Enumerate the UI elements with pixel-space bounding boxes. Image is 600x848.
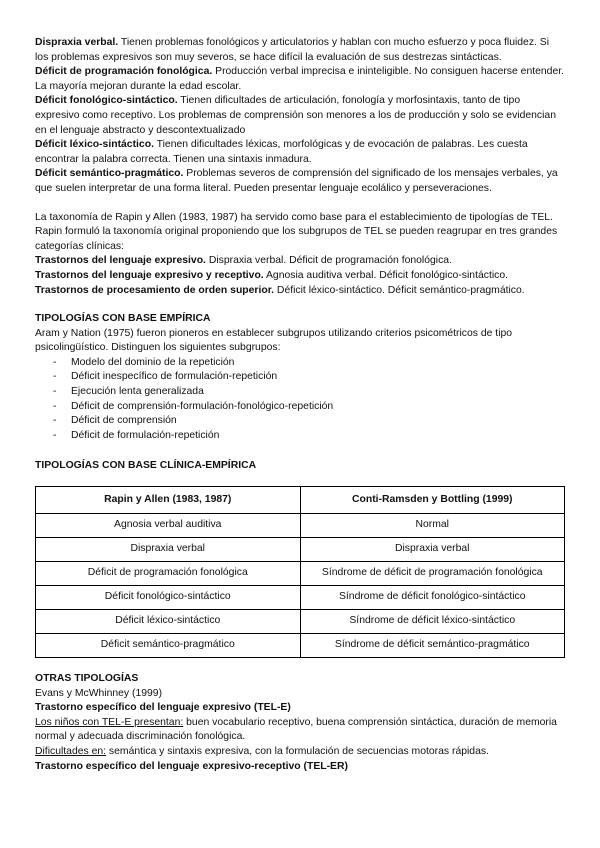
definition-text: Producción verbal imprecisa e ininteligible. No consiguen hacerse entender. La mayoría mejoran durante la edad escolar.	[35, 66, 565, 92]
table-cell: Déficit semántico-pragmático	[36, 634, 301, 658]
category-text: Déficit léxico-sintáctico. Déficit semántico-pragmático.	[274, 284, 525, 296]
categories-block	[35, 254, 565, 298]
table-header-row	[36, 487, 565, 514]
definitions-block	[35, 36, 565, 197]
tel-e-difficulty-paragraph	[35, 745, 565, 760]
difficulty-text: semántica y sintaxis expresiva, con la formulación de secuencias motoras rápidas.	[106, 746, 489, 757]
table-header-cell: Rapin y Allen (1983, 1987)	[36, 487, 301, 514]
list-item: - Déficit de formulación-repetición	[53, 429, 565, 444]
category-text: Dispraxia verbal. Déficit de programación fonológica.	[205, 255, 452, 267]
definition-text: Problemas severos de comprensión del significado de los mensajes verbales, ya que suelen interpretar de una forma literal. Pueden presentar lenguaje ecolálico y perseveraciones.	[35, 168, 558, 194]
list-item: - Déficit inespecífico de formulación-repetición	[53, 370, 565, 385]
table-cell: Dispraxia verbal	[36, 538, 301, 562]
difficulty-label: Dificultades en:	[35, 746, 107, 757]
table-row	[36, 514, 565, 538]
table-cell: Síndrome de déficit de programación fonológica	[300, 562, 565, 586]
category-text: Agnosia auditiva verbal. Déficit fonológico-sintáctico.	[263, 269, 508, 281]
definition-term: Déficit semántico-pragmático.	[35, 168, 184, 180]
table-row	[36, 538, 565, 562]
other-section-title: OTRAS TIPOLOGÍAS	[35, 673, 139, 685]
definition-paragraph	[35, 138, 565, 167]
table-cell: Déficit de programación fonológica	[36, 562, 301, 586]
table-cell: Dispraxia verbal	[300, 538, 565, 562]
tel-e-heading	[35, 701, 565, 716]
list-item: - Déficit de comprensión	[53, 414, 565, 429]
typology-table	[35, 486, 565, 658]
category-term: Trastornos del lenguaje expresivo y receptivo.	[35, 269, 264, 281]
tel-e-present-paragraph	[35, 716, 565, 745]
tel-e-heading-text: Trastorno específico del lenguaje expresivo (TEL-E)	[35, 702, 291, 714]
clinical-section-title: TIPOLOGÍAS CON BASE CLÍNICA-EMPÍRICA	[35, 460, 257, 472]
document-page	[35, 36, 565, 774]
category-line	[35, 284, 565, 299]
tel-er-heading-text: Trastorno específico del lenguaje expresivo-receptivo (TEL-ER)	[35, 760, 348, 772]
category-line	[35, 269, 565, 284]
definition-text: Tienen dificultades léxicas, morfológicas y de evocación de palabras. Les cuesta encontrar la palabra correcta. Tienen una sintaxis inmadura.	[35, 139, 528, 165]
table-cell: Déficit fonológico-sintáctico	[36, 586, 301, 610]
list-item: - Modelo del dominio de la repetición	[53, 356, 565, 371]
definition-text: Tienen problemas fonológicos y articulatorios y hablan con mucho esfuerzo y poca fluidez. Si los problemas expresivos son muy severos, se hace difícil la evaluación de sus destrezas sintácticas.	[35, 37, 550, 63]
table-cell: Agnosia verbal auditiva	[36, 514, 301, 538]
definition-paragraph	[35, 167, 565, 196]
present-label: Los niños con TEL-E presentan:	[35, 716, 184, 728]
definition-paragraph	[35, 94, 565, 138]
spacer	[35, 197, 565, 211]
table-header-cell: Conti-Ramsden y Bottling (1999)	[300, 487, 565, 514]
present-text: buen vocabulario receptivo, buena comprensión sintáctica, duración de memoria normal y adecuada discriminación fonológica.	[35, 716, 557, 743]
definition-paragraph	[35, 65, 565, 94]
taxonomy-intro: La taxonomía de Rapin y Allen (1983, 1987) ha servido como base para el establecimiento de tipologías de TEL. Rapin formuló la taxonomía original proponiendo que los subgrupos de TEL se pueden reagrupar en tres grandes categorías clínicas:	[35, 211, 558, 252]
table-cell: Síndrome de déficit léxico-sintáctico	[300, 610, 565, 634]
category-line	[35, 254, 565, 269]
table-cell: Síndrome de déficit fonológico-sintáctico	[300, 586, 565, 610]
definition-term: Déficit de programación fonológica.	[35, 66, 213, 78]
other-citation: Evans y McWhinney (1999)	[35, 687, 163, 699]
definition-paragraph	[35, 36, 565, 65]
table-row	[36, 610, 565, 634]
table-row	[36, 586, 565, 610]
empirical-intro: Aram y Nation (1975) fueron pioneros en establecer subgrupos utilizando criterios psicométricos de tipo psicolingüístico. Distinguen los siguientes subgrupos:	[35, 327, 513, 354]
definition-term: Dispraxia verbal.	[35, 37, 119, 48]
empirical-subgroups-list	[35, 356, 565, 444]
empirical-section-title: TIPOLOGÍAS CON BASE EMPÍRICA	[35, 313, 211, 325]
table-cell: Síndrome de déficit semántico-pragmático	[300, 634, 565, 658]
list-item: - Ejecución lenta generalizada	[53, 385, 565, 400]
list-item: - Déficit de comprensión-formulación-fonológico-repetición	[53, 400, 565, 415]
table-row	[36, 634, 565, 658]
tel-er-heading	[35, 760, 565, 775]
definition-text: Tienen dificultades de articulación, fonología y morfosintaxis, tanto de tipo expresivo como receptivo. Los problemas de comprensión son menores a los de producción y solo se evidencian en el lenguaje abstracto y descontextualizado	[35, 95, 556, 136]
category-term: Trastornos de procesamiento de orden superior.	[35, 284, 275, 296]
table-cell: Déficit léxico-sintáctico	[36, 610, 301, 634]
definition-term: Déficit léxico-sintáctico.	[35, 139, 154, 151]
table-cell: Normal	[300, 514, 565, 538]
category-term: Trastornos del lenguaje expresivo.	[35, 255, 206, 267]
table-row	[36, 562, 565, 586]
definition-term: Déficit fonológico-sintáctico.	[35, 95, 178, 107]
